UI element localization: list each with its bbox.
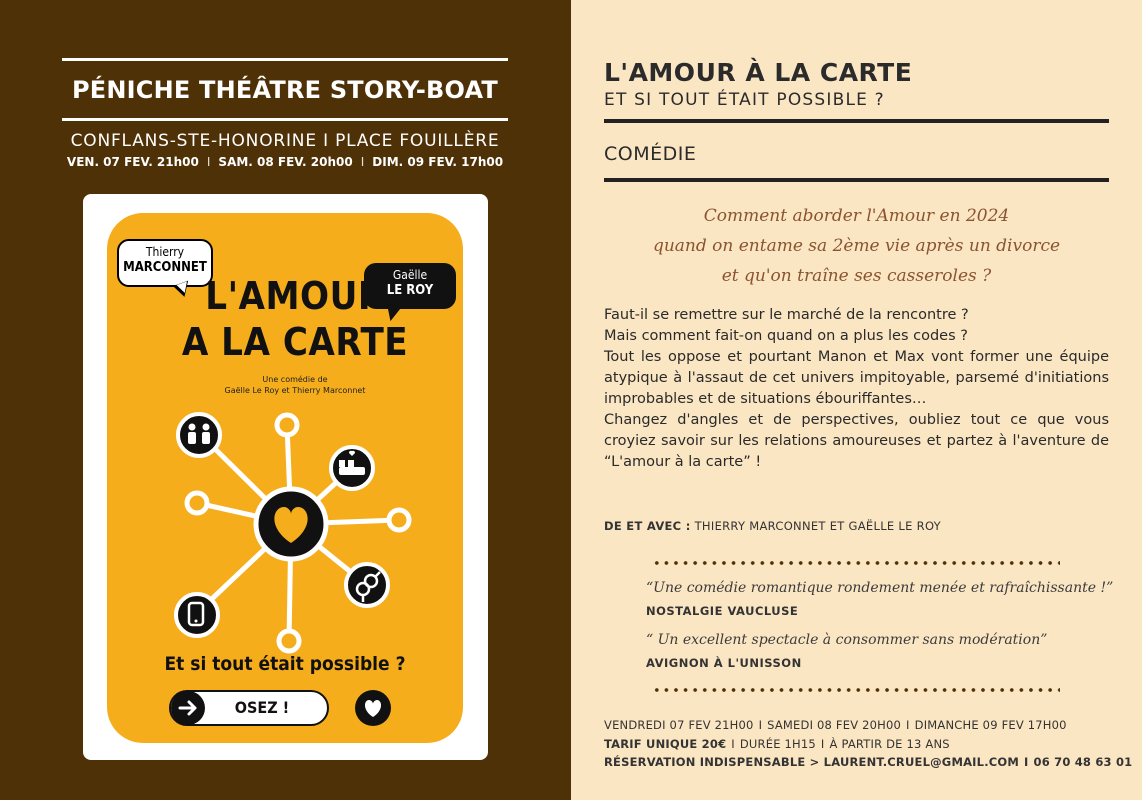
reservation-label: RÉSERVATION INDISPENSABLE > [604,755,820,769]
dotted-divider [652,687,1060,693]
dotted-divider [652,560,1060,566]
date-separator: I [206,155,211,169]
author-right-first: Gaëlle [392,268,428,282]
genre-rule [604,178,1109,182]
credits-label: DE ET AVEC : [604,519,691,533]
couple-icon [178,414,220,456]
gender-icon [346,564,388,606]
schedule-item: SAMEDI 08 FEV 20H00 [767,718,902,732]
tagline-line: et qu'on traîne ses casseroles ? [721,266,992,286]
synopsis-paragraph: Tout les oppose et pourtant Manon et Max vont former une équipe atypique à l'assaut de cet univers impitoyable, parsemé d'initiations improbables et de situations ébouriffantes… [604,349,1109,407]
poster-title-line-2: A LA CARTE [181,320,409,365]
poster [107,213,463,743]
info-separator: I [906,718,910,732]
review-quote: “Une comédie romantique rondement menée et rafraîchissante !” [646,580,1114,596]
schedule-line [604,718,1067,732]
author-left-first: Thierry [145,245,185,259]
info-separator: I [1024,755,1029,769]
heart-icon [256,489,326,559]
author-right-last: LE ROY [386,283,434,298]
poster-subtitle [197,375,393,397]
review-quote: “ Un excellent spectacle à consommer sans modération” [646,632,1048,648]
credits-value: THIERRY MARCONNET ET GAËLLE LE ROY [694,519,941,533]
title-rule [604,119,1109,123]
tagline [604,201,1109,291]
duration: DURÉE 1H15 [739,737,816,751]
age-limit: À PARTIR DE 13 ANS [829,737,950,751]
top-rule [62,58,508,61]
phone-icon [176,594,218,636]
venue-place: CONFLANS-STE-HONORINE I PLACE FOUILLÈRE [70,131,500,151]
arrow-right-icon [171,691,205,725]
poster-sub-line-2: Gaëlle Le Roy et Thierry Marconnet [224,385,366,395]
show-subtitle: ET SI TOUT ÉTAIT POSSIBLE ? [604,90,885,110]
genre: COMÉDIE [604,143,697,165]
poster-question: Et si tout était possible ? [164,653,406,675]
date-3: DIM. 09 FEV. 17h00 [372,155,504,169]
synopsis [604,305,1109,473]
synopsis-paragraph: Mais comment fait-on quand on a plus les codes ? [604,328,968,344]
schedule-item: VENDREDI 07 FEV 21H00 [604,718,754,732]
venue-name: PÉNICHE THÉÂTRE STORY-BOAT [72,76,498,104]
date-separator: I [360,155,365,169]
review-source: NOSTALGIE VAUCLUSE [646,604,799,618]
bed-icon [331,447,373,489]
tagline-line: quand on entame sa 2ème vie après un divorce [652,236,1061,256]
synopsis-paragraph: Faut-il se remettre sur le marché de la rencontre ? [604,307,969,323]
show-title: L'AMOUR À LA CARTE [604,58,913,87]
info-separator: I [820,737,825,751]
schedule-item: DIMANCHE 09 FEV 17H00 [914,718,1067,732]
review-source: AVIGNON À L'UNISSON [646,656,802,670]
price: TARIF UNIQUE 20€ [604,737,727,751]
author-left-last: MARCONNET [123,260,207,275]
poster-title-line-1: L'AMOUR [205,274,385,318]
reservation-phone[interactable]: 06 70 48 63 01 [1033,755,1133,769]
venue-rule [62,118,508,121]
performance-dates [62,155,508,169]
heart-icon [355,690,391,726]
credits [604,519,941,533]
poster-title [177,273,413,366]
poster-sub-line-1: Une comédie de [262,375,328,384]
reservation-line [604,755,1132,769]
tagline-line: Comment aborder l'Amour en 2024 [703,206,1010,226]
info-separator: I [731,737,735,751]
info-separator: I [758,718,763,732]
date-2: SAM. 08 FEV. 20h00 [218,155,353,169]
synopsis-paragraph: Changez d'angles et de perspectives, oubliez tout ce que vous croyiez savoir sur les relations amoureuses et partez à l'aventure de “L'amour à la carte” ! [604,412,1109,470]
osez-label: OSEZ ! [234,698,290,717]
date-1: VEN. 07 FEV. 21h00 [66,155,199,169]
pricing-line [604,737,950,751]
reservation-email[interactable]: LAURENT.CRUEL@GMAIL.COM [823,755,1020,769]
